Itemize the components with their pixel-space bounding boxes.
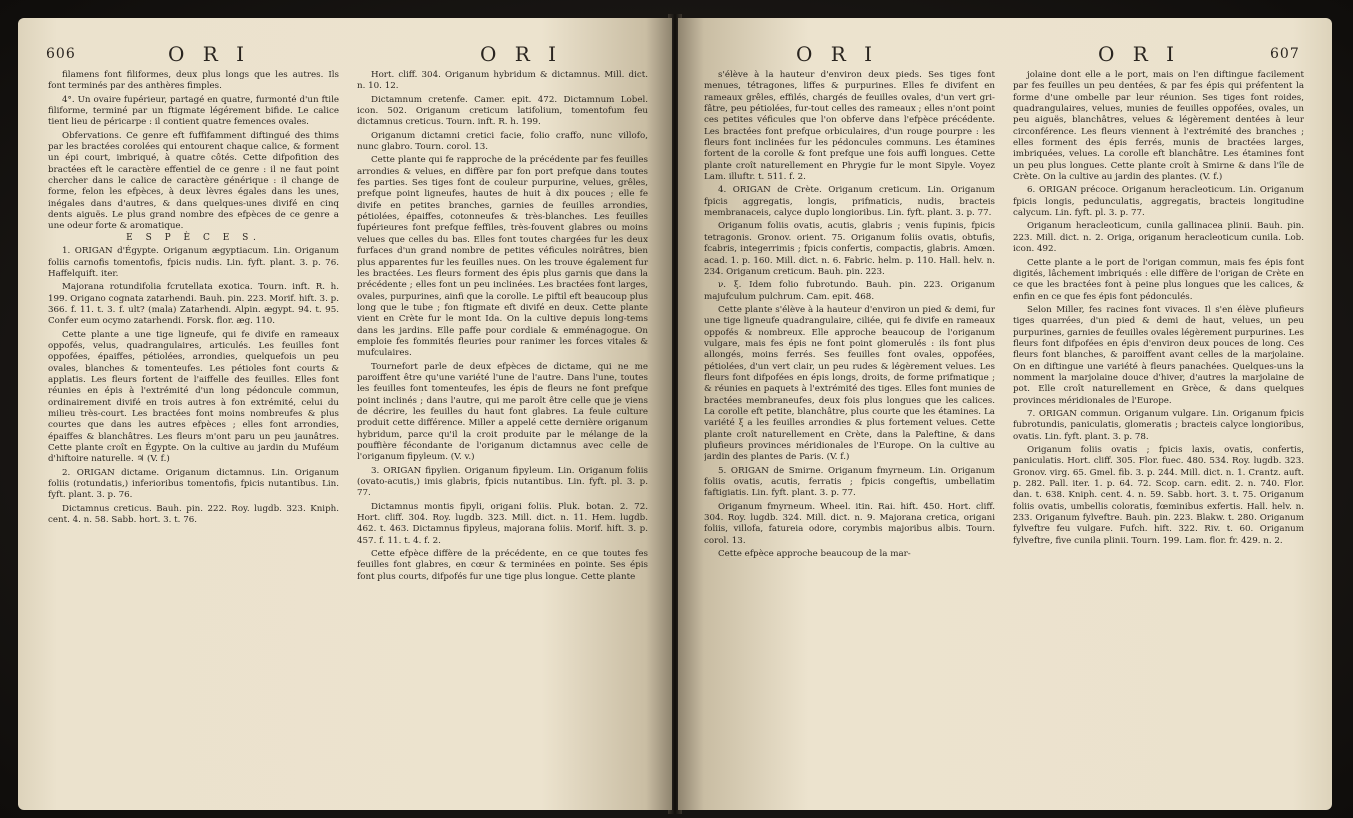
right-column-2: [1013, 70, 1304, 796]
paragraph: Selon Miller, fes racines font vivaces. Il s'en élève plufieurs tiges quarrées, d'un pied & demi de haut, velues, un peu purpurines, garnies de feuilles ovales légèrement purpurines. Les fleurs font difpofées en épis d'environ deux pouces de long. Ces fleurs font blanches, & paroiffent avant celles de la marjolaine. On en diftingue une variété à fleurs panachées. Quelques-uns la nomment la marjolaine douce d'hiver, d'autres la marjolaine de pot. Elle croît naturellement en Grèce, & dans quelques provinces méridionales de l'Europe.: [1013, 304, 1304, 406]
paragraph: 6. ORIGAN précoce. Origanum heracleoticum. Lin. Origanum fpicis longis, pedunculatis, aggregatis, bracteis longitudine calycum. Lin. fyft. pl. 3. p. 77.: [1013, 185, 1304, 219]
paragraph: Origanum foliis ovatis ; fpicis laxis, ovatis, confertis, paniculatis. Hort. cliff. 305. Flor. fuec. 480. 534. Roy. lugdb. 323. Gronov. virg. 65. Gmel. fib. 3. p. 244. Mill. dict. n. 1. Crantz. auft. p. 282. Pall. iter. 1. p. 64. 72. Scop. carn. edit. 2. n. 740. Flor. dan. t. 638. Kniph. cent. 4. n. 59. Sabb. hort. 3. t. 75. Origanum foliis ovatis, umbellis coloratis, fœminibus exfertis. Hall. helv. n. 233. Origanum fylveftre. Bauh. pin. 223. Blakw. t. 280. Origanum fylveftre feu vulgare. Fufch. hift. 322. Riv. t. 60. Origanum fylveftre, five cunila plinii. Tourn. 199. Lam. flor. fr. 429. n. 2.: [1013, 445, 1304, 546]
paragraph: Tournefort parle de deux efpèces de dictame, qui ne me paroiffent être qu'une variété l'une de l'autre. Dans l'une, toutes les feuilles font tomenteufes, les épis de fleurs ne font prefque point inclinés ; dans l'autre, qui me paroît être celle que je viens de décrire, les feuilles du haut font glabres. La feule culture produit cette différence. Miller a appelé cette dernière origanum hybridum, parce qu'il la croit produite par le mélange de la pouffière fécondante de l'origanum dictamnus avec celle de l'origanum fipyleum. (V. v.): [357, 361, 648, 463]
paragraph: 1. ORIGAN d'Égypte. Origanum ægyptiacum. Lin. Origanum foliis carnofis tomentofis, fpicis nudis. Lin. fyft. plant. 3. p. 76. Haffelquift. iter.: [48, 246, 339, 279]
paragraph: 4. ORIGAN de Crète. Origanum creticum. Lin. Origanum fpicis aggregatis, longis, prifmaticis, nudis, bracteis membranaceis, calyce duplo longioribus. Lin. fyft. plant. 3. p. 77.: [704, 185, 995, 219]
paragraph: filamens font filiformes, deux plus longs que les autres. Ils font terminés par des anthères fimples.: [48, 70, 339, 92]
paragraph: 7. ORIGAN commun. Origanum vulgare. Lin. Origanum fpicis fubrotundis, paniculatis, glomeratis ; bracteis calyce longioribus, ovatis. Lin. fyft. plant. 3. p. 78.: [1013, 408, 1304, 442]
paragraph: Cette efpèce diffère de la précédente, en ce que toutes fes feuilles font glabres, en cœur & terminées en pointe. Ses épis font plus courts, difpofés fur une tige plus longue. Cette plante: [357, 549, 648, 582]
paragraph: Origanum dictamni cretici facie, folio craffo, nunc villofo, nunc glabro. Tourn. corol. 13.: [357, 130, 648, 153]
paragraph: Cette efpèce approche beaucoup de la mar-: [718, 549, 911, 560]
paragraph: Dictamnus creticus. Bauh. pin. 222. Roy. lugdb. 323. Kniph. cent. 4. n. 58. Sabb. hort. 3. t. 76.: [48, 503, 339, 526]
right-running-head: [678, 42, 1332, 68]
paragraph: Origanum foliis ovatis, acutis, glabris ; venis fupinis, fpicis tetragonis. Gronov. orient. 75. Origanum foliis ovatis, obtufis, fcabris, integerrimis ; fpicis confertis, compactis, glabris. Amœn. acad. 1. p. 160. Mill. dict. n. 6. Fabric. helm. p. 110. Hall. helv. n. 234. Origanum creticum. Bauh. pin. 223.: [704, 221, 995, 277]
left-running-head: [18, 42, 672, 68]
right-columns: [704, 70, 1304, 796]
left-column-2: [357, 70, 648, 796]
paragraph: 4°. Un ovaire fupérieur, partagé en quatre, furmonté d'un ftile filiforme, terminé par un ftigmate légérement bifide. Le calice tient lieu de péricarpe : il contient quatre femences ovales.: [48, 94, 339, 128]
paragraph: 2. ORIGAN dictame. Origanum dictamnus. Lin. Origanum foliis (rotundatis,) inferioribus tomentofis, fpicis nutantibus. Lin. fyft. plant. 3. p. 76.: [48, 467, 339, 501]
paragraph: Obfervations. Ce genre eft fuffifamment diftingué des thims par les bractées corolées qui entourent chaque calice, & forment un épi court, imbriqué, à quatre côtés. Cette difpofition des bractées eft le caractère effentiel de ce genre : il ne faut point chercher dans le calice de caractère générique : il change de forme, felon les efpèces, à deux lèvres égales dans les unes, inégales dans d'autres, & dans quelques-unes divifé en cinq dents aiguës. Le plus grand nombre des efpèces de ce genre a une odeur forte & aromatique.: [48, 130, 339, 232]
section-heading: E S P È C E S.: [126, 232, 261, 243]
paragraph: Dictamnum cretenfe. Camer. epit. 472. Dictamnum Lobel. icon. 502. Origanum creticum latifolium, tomentofum feu dictamnus creticus. Tourn. inft. R. h. 199.: [357, 94, 648, 128]
left-page: [18, 18, 672, 810]
left-head-word: O R I: [168, 42, 251, 66]
paragraph: Cette plante a le port de l'origan commun, mais fes épis font digités, lâchement imbriqués : elle diffère de l'origan de Crète en ce que les bractées font à peine plus longues que les calices, & enfin en ce que fes épis font pédonculés.: [1013, 257, 1304, 302]
left-head-word-2: O R I: [480, 42, 563, 66]
right-head-word: O R I: [796, 42, 879, 66]
right-page: [678, 18, 1332, 810]
paragraph: 3. ORIGAN fipylien. Origanum fipyleum. Lin. Origanum foliis (ovato-acutis,) imis glabris, fpicis nutantibus. Lin. fyft. pl. 3. p. 77.: [357, 465, 648, 499]
paragraph: Majorana rotundifolia fcrutellata exotica. Tourn. inft. R. h. 199. Origano cognata zatarhendi. Bauh. pin. 223. Morif. hift. 3. p. 366. f. 11. t. 3. f. ult? (mala) Zatarhendi. Alpin. ægypt. 94. t. 95. Confer eum ocymo zatarhendi. Forsk. flor. æg. 110.: [48, 282, 339, 327]
paragraph: Cette plante s'élève à la hauteur d'environ un pied & demi, fur une tige ligneufe quadrangulaire, ciliée, qui fe divife en rameaux oppofés & nombreux. Elle approche beaucoup de l'origanum vulgare, mais fes épis ne font point glomerulés : ils font plus allongés, moins ferrés. Ses feuilles font ovales, oppofées, pétiolées, d'un vert clair, un peu rudes & légèrement velues. Les fleurs font difpofées en épis longs, droits, de forme prifmatique ; & réunies en paquets à l'extrémité des tiges. Elles font munies de bractées membraneufes, deux fois plus longues que les calices. La corolle eft petite, blanchâtre, plus courte que les étamines. La variété ξ a les feuilles arrondies & plus fortement velues. Cette plante croît naturellement en Crète, dans la Paleftine, & dans plufieurs provinces méridionales de l'Europe. On la cultive au jardin des plantes de Paris. (V. f.): [704, 304, 995, 463]
paragraph: jolaine dont elle a le port, mais on l'en diftingue facilement par fes feuilles un peu dentées, & par fes épis qui préfentent la forme d'une ombelle par leur réunion. Ses tiges font roides, quadrangulaires, velues, munies de feuilles oppofées, ovales, un peu aiguës, blanchâtres, velues & légèrement dentées à leur circonférence. Les fleurs viennent à l'extrémité des branches ; elles forment des épis ferrés, munis de bractées larges, imbriquées, velues. La corolle eft blanchâtre. Les étamines font un peu plus longues. Cette plante croît à Smirne & dans l'île de Crète. On la cultive au jardin des plantes. (V. f.): [1013, 70, 1304, 183]
left-column-1: [48, 70, 339, 796]
paragraph: Hort. cliff. 304. Origanum hybridum & dictamnus. Mill. dict. n. 10. 12.: [357, 70, 648, 92]
left-page-number: 606: [46, 46, 76, 62]
paragraph: 5. ORIGAN de Smirne. Origanum fmyrneum. Lin. Origanum foliis ovatis, acutis, ferratis ; fpicis congeftis, umbellatim faftigiatis. Lin. fyft. plant. 3. p. 77.: [704, 465, 995, 499]
paragraph: Origanum fmyrneum. Wheel. itin. Rai. hift. 450. Hort. cliff. 304. Roy. lugdb. 324. Mill. dict. n. 9. Majorana cretica, origani foliis, villofa, fatureia odore, corymbis majoribus albis. Tourn. corol. 13.: [704, 501, 995, 546]
paragraph: s'élève à la hauteur d'environ deux pieds. Ses tiges font menues, tétragones, liffes & purpurines. Elles fe divifent en rameaux grêles, effilés, chargés de feuilles ovales, d'un vert gri-fâtre, peu pétiolées, fur-tout celles des rameaux ; elles n'ont point ces petites véficules que l'on obferve dans l'efpèce précédente. Les bractées font prefque orbiculaires, d'un rouge pourpre : les fleurs font inclinées fur les pédoncules communs. Les étamines fortent de la corolle & font prefque une fois auffi longues. Cette plante croît naturellement en Phrygie fur le mont Sipyle. Voyez Lam. illuftr. t. 511. f. 2.: [704, 70, 995, 183]
paragraph: Cette plante qui fe rapproche de la précédente par fes feuilles arrondies & velues, en diffère par fon port prefque dans toutes fes parties. Ses tiges font de couleur purpurine, velues, grêles, prefque point ligneufes, hautes de huit à dix pouces ; elle fe divife en petites branches, garnies de feuilles arrondies, pétiolées, épaiffes, cotonneufes & très-blanches. Les feuilles fupérieures font prefque feffiles, très-fouvent glabres ou moins velues que celles du bas. Elles font toutes chargées fur les deux furfaces d'un grand nombre de petites véficules noirâtres, bien plus apparentes fur les feuilles nues. On les trouve également fur les bractées. Les fleurs forment des épis plus garnis que dans la précédente ; elles font un peu inclinées. Les bractées font larges, ovales, purpurines, ainfi que la corolle. Le piftil eft beaucoup plus long que le tube ; fon ftigmate eft divifé en deux. Cette plante vient en Crète fur le mont Ida. On la cultive depuis long-tems dans les jardins. Elle paffe pour cordiale & emménagogue. On emploie fes fommités fleuries pour ranimer les forces vitales & mufculaires.: [357, 155, 648, 359]
right-column-1: [704, 70, 995, 796]
paragraph: ν. ξ. Idem folio fubrotundo. Bauh. pin. 223. Origanum majufculum pulchrum. Cam. epit. 468.: [704, 280, 995, 302]
right-head-word-2: O R I: [1098, 42, 1181, 66]
right-page-number: 607: [1270, 46, 1300, 62]
paragraph: Dictamnus montis fipyli, origani foliis. Pluk. botan. 2. 72. Hort. cliff. 304. Roy. lugdb. 323. Mill. dict. n. 11. Hem. lugdb. 462. t. 463. Dictamnus fipyleus, majorana foliis. Morif. hift. 3. p. 457. f. 11. t. 4. f. 2.: [357, 501, 648, 546]
left-columns: [48, 70, 648, 796]
paragraph: Origanum heracleoticum, cunila gallinacea plinii. Bauh. pin. 223. Mill. dict. n. 2. Origa, origanum heracleoticum cunila. Lob. icon. 492.: [1013, 221, 1304, 255]
paragraph: Cette plante a une tige ligneufe, qui fe divife en rameaux oppofés, velus, quadrangulaires, articulés. Les feuilles font oppofées, épaiffes, pétiolées, arrondies, quelquefois un peu ovales, blanches & tomenteufes. Les pétioles font courts & applatis. Les fleurs fortent de l'aiffelle des feuilles. Elles font réunies en épis à l'extrémité d'un long pédoncule commun, ordinairement divifé en trois autres à fon extrémité, celui du milieu très-court. Les bractées font moins nombreufes & plus courtes que dans les autres efpèces ; elles font arrondies, épaiffes & blanchâtres. Les fleurs m'ont paru un peu jaunâtres. Cette plante croît en Égypte. On la cultive au jardin du Muféum d'hiftoire naturelle. ♃ (V. f.): [48, 329, 339, 465]
